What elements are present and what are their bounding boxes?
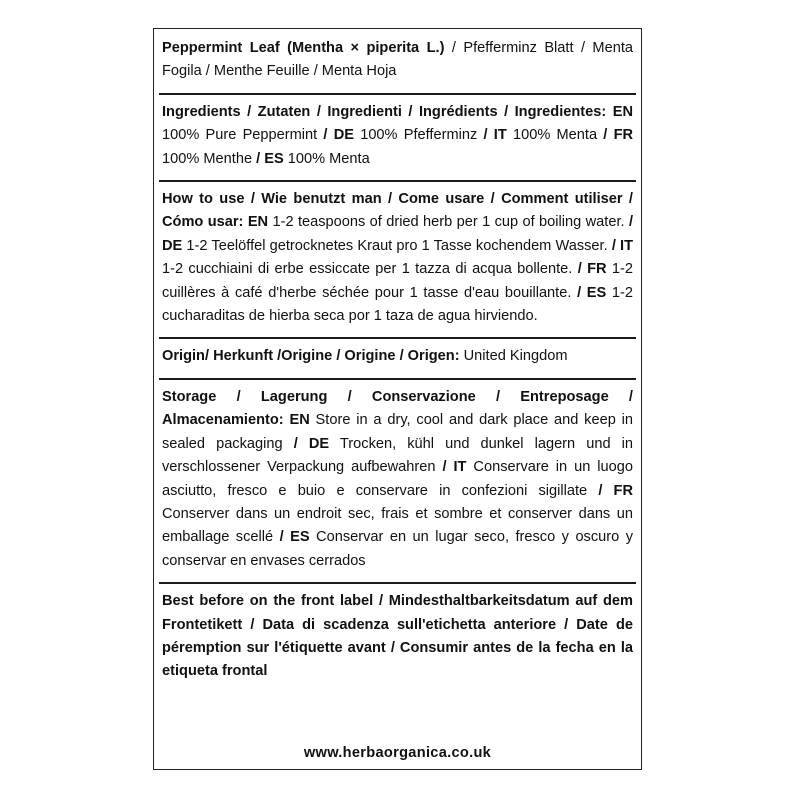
separator: / — [279, 529, 291, 546]
ingredient-fr: 100% Menthe — [162, 150, 257, 167]
divider — [159, 337, 636, 339]
lang-code: DE — [308, 435, 330, 452]
storage-de: Trocken, kühl und dunkel lagern und in verschlossener Verpackung aufbewahren — [162, 435, 634, 476]
separator: / — [598, 482, 614, 499]
lang-code: FR — [613, 127, 634, 144]
separator: / — [256, 150, 265, 167]
divider — [159, 93, 636, 95]
ingredient-it: 100% Menta — [506, 127, 604, 144]
label-content — [162, 35, 633, 689]
lang-code: IT — [453, 459, 467, 476]
storage-en: Store in a dry, cool and dark place and keep in sealed packaging — [162, 412, 633, 452]
product-name-section — [162, 35, 633, 89]
lang-code: ES — [290, 529, 310, 546]
ingredient-en: 100% Pure Peppermint — [162, 127, 324, 144]
separator: / — [628, 214, 634, 231]
lang-code: ES — [264, 150, 284, 167]
lang-code: IT — [493, 127, 507, 144]
product-name — [162, 37, 633, 84]
storage-text — [162, 386, 633, 573]
storage-it: Conservare in un luogo asciutto, fresco e buio e conservare in confezioni sigillate — [162, 459, 634, 499]
origin-heading: Origin/ Herkunft /Origine / Origine / Origen: — [162, 348, 460, 365]
ingredient-de: 100% Pfefferminz — [353, 127, 484, 144]
separator: / — [293, 435, 309, 452]
usage-es: 1-2 cucharaditas de hierba seca por 1 taza de agua hirviendo. — [162, 284, 633, 325]
storage-es: Conservar en un lugar seco, fresco y oscuro y conservar en envases cerrados — [162, 529, 634, 569]
product-label — [153, 28, 642, 770]
lang-code: FR — [613, 482, 633, 499]
ingredients-section — [162, 99, 633, 176]
separator: / — [603, 127, 614, 144]
usage-text — [162, 188, 633, 328]
usage-de: 1-2 Teelöffel getrocknetes Kraut pro 1 Tasse kochendem Wasser. — [182, 237, 612, 254]
lang-code: EN — [247, 214, 269, 231]
lang-code: EN — [612, 103, 633, 120]
origin-value: United Kingdom — [459, 348, 568, 365]
lang-code: EN — [289, 412, 310, 429]
usage-heading: How to use / Wie benutzt man / Come usare / Comment utiliser / Cómo usar: — [162, 191, 633, 231]
separator: / — [442, 459, 454, 476]
divider — [159, 582, 636, 584]
storage-section — [162, 384, 633, 578]
usage-section — [162, 186, 633, 333]
divider — [159, 180, 636, 182]
best-before-text — [162, 590, 633, 684]
usage-en: 1-2 teaspoons of dried herb per 1 cup of boiling water. — [268, 214, 629, 231]
ingredients-text — [162, 101, 633, 171]
separator: / — [323, 127, 334, 144]
lang-code: DE — [333, 127, 354, 144]
best-before-heading: Best before on the front label / Mindesthaltbarkeitsdatum auf dem Frontetikett / Data di scadenza sull'etichetta anteriore / Date de péremption sur l'étiquette avant / Consumir antes de la fecha en la etiqueta frontal — [162, 593, 633, 680]
lang-code: FR — [587, 261, 607, 278]
separator: / — [611, 237, 621, 254]
lang-code: DE — [162, 237, 183, 254]
product-name-translations: / Pfefferminz Blatt / Menta Fogila / Menthe Feuille / Menta Hoja — [162, 40, 633, 80]
separator: / — [577, 284, 587, 301]
origin-text — [162, 345, 633, 368]
separator: / — [577, 261, 588, 278]
storage-heading: Storage / Lagerung / Conservazione / Entreposage / Almacenamiento: — [162, 388, 633, 429]
separator: / — [483, 127, 494, 144]
storage-fr: Conserver dans un endroit sec, frais et sombre et conserver dans un emballage scellé — [162, 505, 633, 546]
usage-it: 1-2 cucchiaini di erbe essiccate per 1 tazza di acqua bollente. — [162, 261, 578, 278]
origin-section — [162, 343, 633, 373]
ingredient-es: 100% Menta — [283, 150, 370, 167]
usage-fr: 1-2 cuillères à café d'herbe séchée pour 1 tasse d'eau bouillante. — [162, 261, 633, 301]
ingredients-heading: Ingredients / Zutaten / Ingredienti / Ingrédients / Ingredientes: — [162, 103, 607, 120]
lang-code: ES — [586, 284, 607, 301]
divider — [159, 378, 636, 380]
lang-code: IT — [620, 237, 633, 254]
website-footer: www.herbaorganica.co.uk — [303, 745, 492, 761]
product-name-latin: Peppermint Leaf (Mentha × piperita L.) — [162, 40, 445, 56]
best-before-section — [162, 588, 633, 689]
